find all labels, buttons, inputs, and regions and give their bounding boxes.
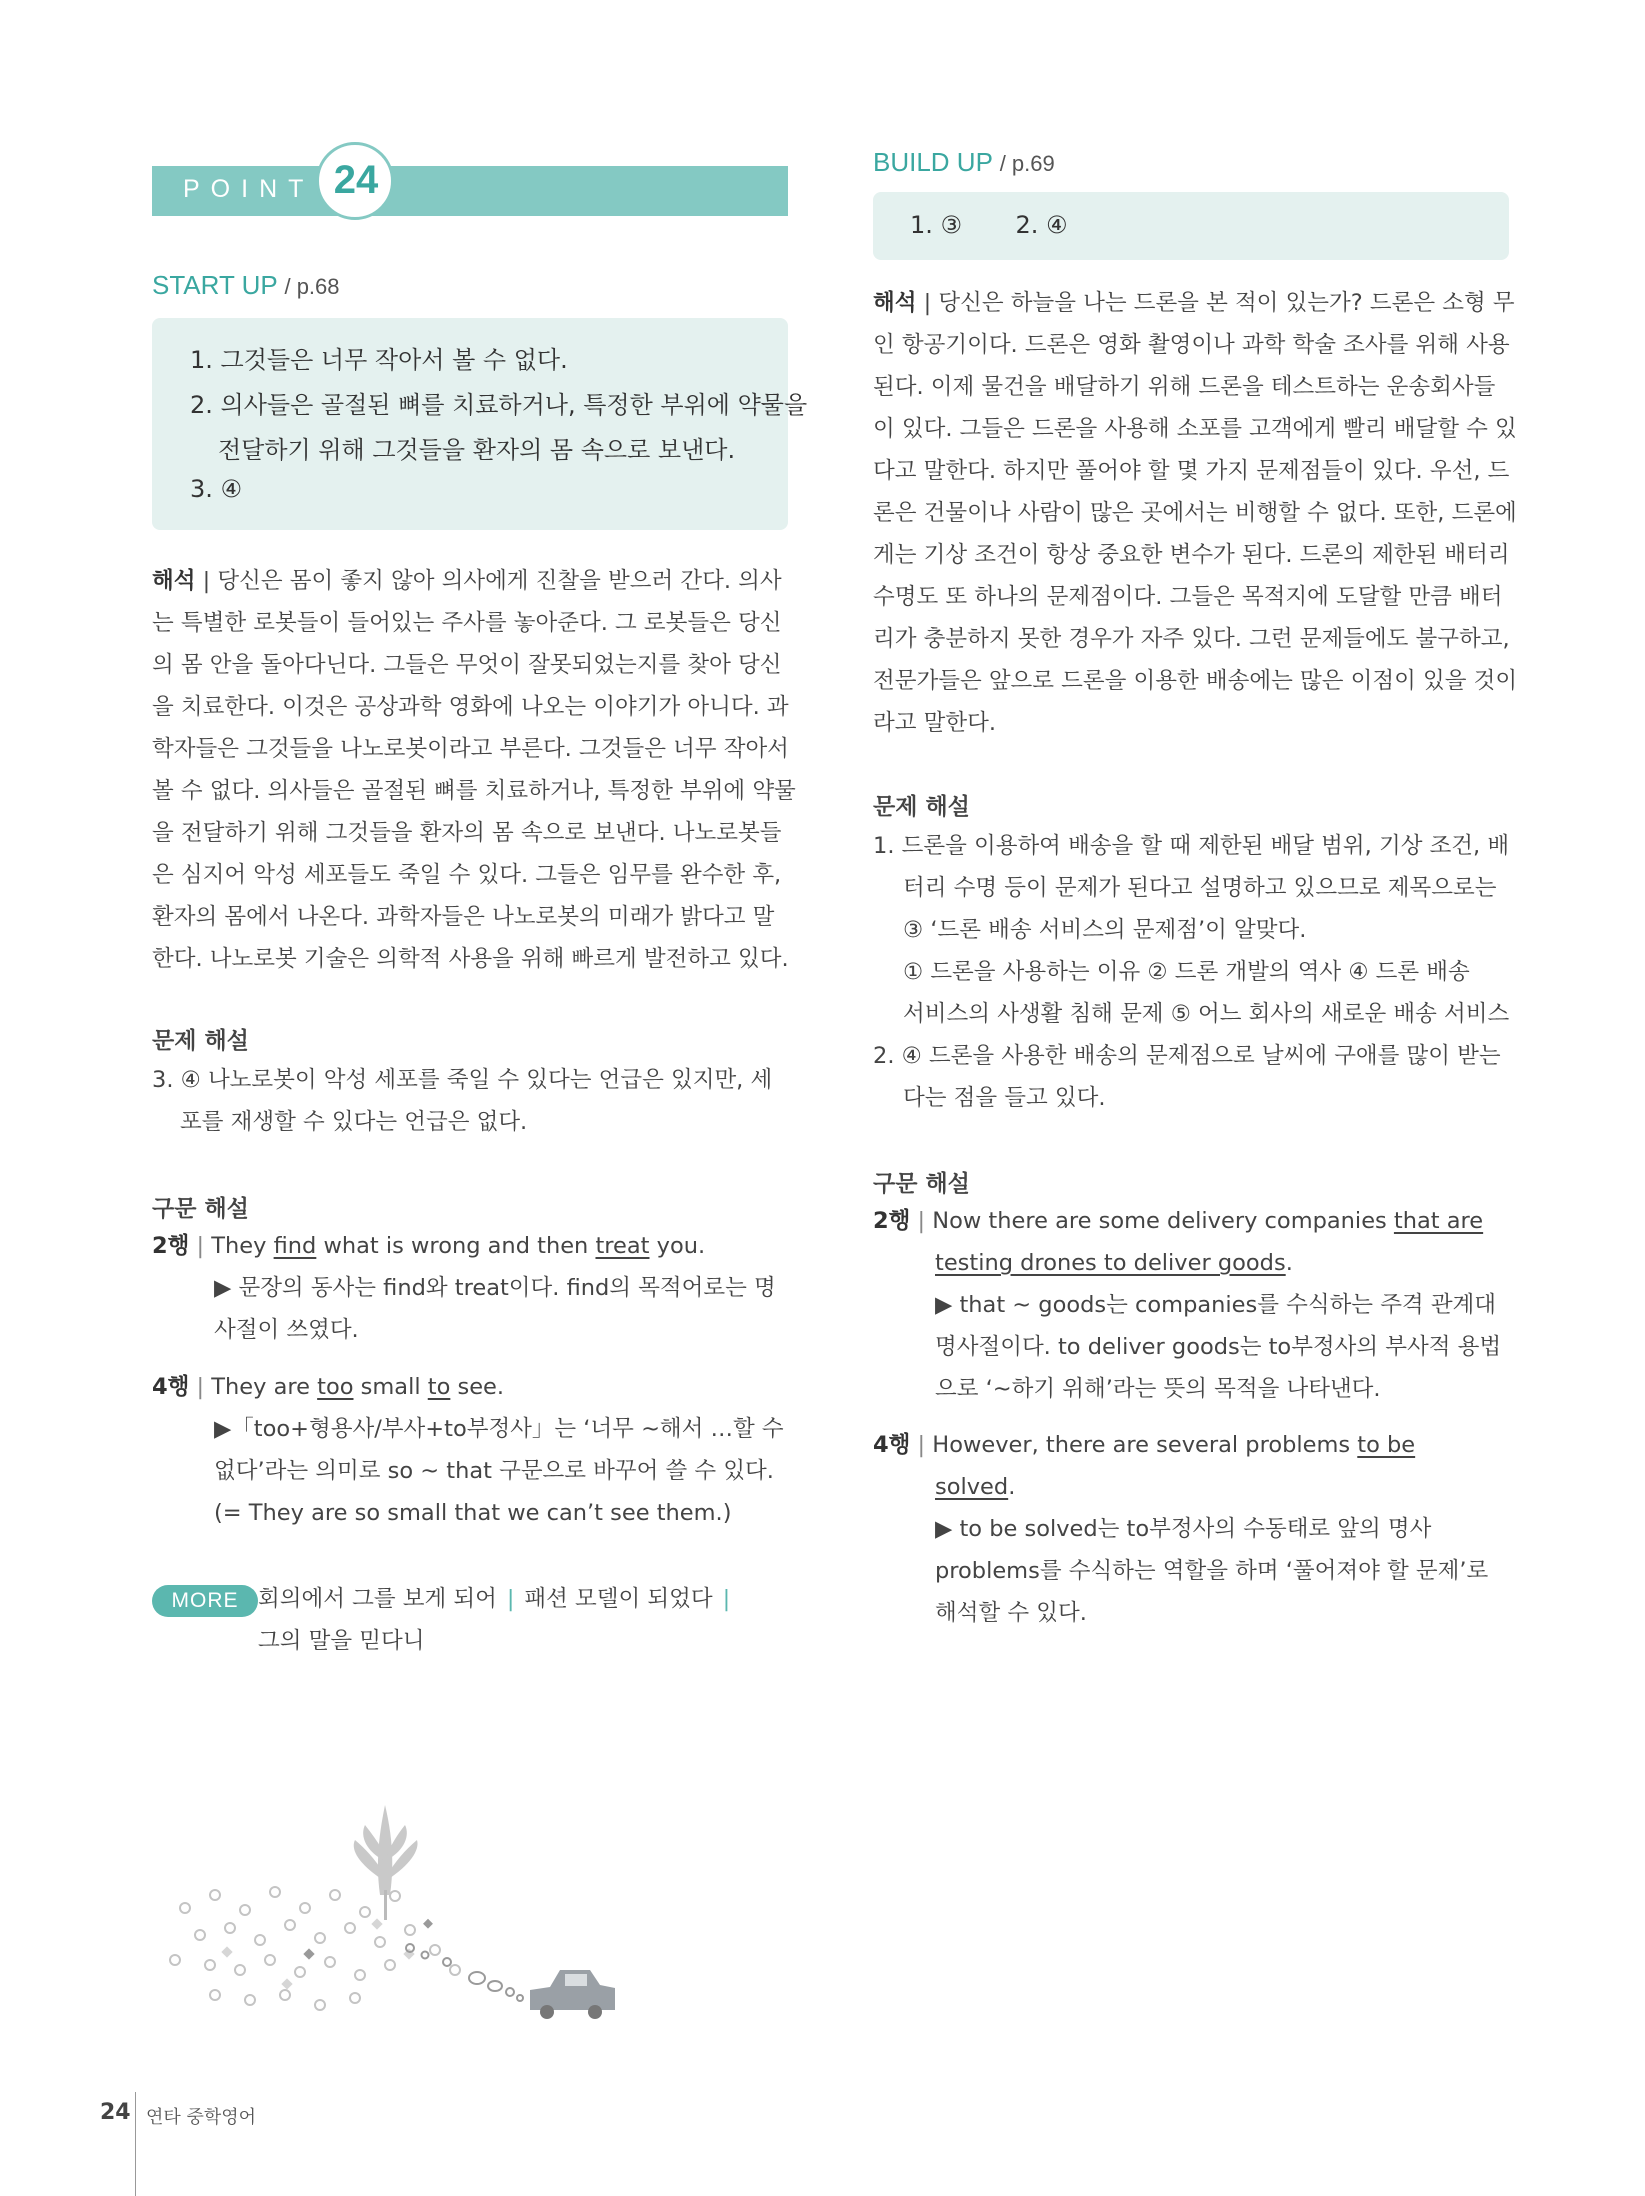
right-translation-line: 게는 기상 조건이 항상 중요한 변수가 된다. 드론의 제한된 배터리 xyxy=(873,542,1510,568)
syntax-note: 명사절이다. to deliver goods는 to부정사의 부사적 용법 xyxy=(935,1334,1502,1360)
point-number: 24 xyxy=(333,158,379,202)
syntax-text: They are xyxy=(211,1374,318,1400)
left-translation-line: 의 몸 안을 돌아다닌다. 그들은 무엇이 잘못되었는지를 찾아 당신 xyxy=(152,652,782,678)
syntax-text: what is wrong and then xyxy=(316,1233,596,1259)
right-syntax-item-1: 2행 | Now there are some delivery companies that are testing drones to deliver goods. ▶ that ~ goods는 companies를 수식하는 주격 관계대 명사절이다. to deliver goods는 to부정사의 부사적 용법 으로 ‘~하기 위해’라는 뜻의 목적을 나타낸다. xyxy=(873,1200,1513,1410)
footer-divider xyxy=(135,2092,136,2196)
more-answer-3: 그의 말을 믿다니 xyxy=(258,1628,425,1654)
start-answer-3: 3. ④ xyxy=(190,475,243,503)
syntax-note: ▶ to be solved는 to부정사의 수동태로 앞의 명사 xyxy=(935,1516,1432,1542)
more-answers xyxy=(258,1578,798,1662)
syntax-note: 사절이 쓰였다. xyxy=(214,1317,359,1343)
syntax-text: see. xyxy=(450,1374,505,1400)
right-problem-line: 2. ④ 드론을 사용한 배송의 문제점으로 날씨에 구애를 많이 받는 xyxy=(873,1043,1501,1069)
left-translation-label: 해석 xyxy=(152,568,196,594)
syntax-text: However, there are several problems xyxy=(932,1432,1358,1458)
start-answer-2-cont: 전달하기 위해 그것들을 환자의 몸 속으로 보낸다. xyxy=(218,436,736,464)
syntax-note: 으로 ‘~하기 위해’라는 뜻의 목적을 나타낸다. xyxy=(935,1376,1381,1402)
row-label: 4행 xyxy=(873,1432,911,1458)
build-up-page: / p.69 xyxy=(999,151,1055,176)
left-syntax-item-1: 2행 | They find what is wrong and then treat you. ▶ 문장의 동사는 find와 treat이다. find의 목적어로는 명 사절이 쓰였다. xyxy=(152,1225,792,1351)
right-problem-line: 다는 점을 들고 있다. xyxy=(903,1085,1106,1111)
syntax-note: 없다’라는 의미로 so ~ that 구문으로 바꾸어 쓸 수 있다. xyxy=(214,1458,774,1484)
left-problem-heading: 문제 해설 xyxy=(152,1028,249,1054)
left-translation-line: 을 전달하기 위해 그것들을 환자의 몸 속으로 보낸다. 나노로봇들 xyxy=(152,820,782,846)
right-translation-line: 인 항공기이다. 드론은 영화 촬영이나 과학 학술 조사를 위해 사용 xyxy=(873,332,1510,358)
right-problem-line: ① 드론을 사용하는 이유 ② 드론 개발의 역사 ④ 드론 배송 xyxy=(903,959,1470,985)
syntax-underlined: testing drones to deliver goods xyxy=(935,1250,1286,1276)
right-translation-line: 리가 충분하지 못한 경우가 자주 있다. 그런 문제들에도 불구하고, xyxy=(873,626,1510,652)
right-problem xyxy=(873,825,1513,1119)
syntax-text: Now there are some delivery companies xyxy=(932,1208,1394,1234)
syntax-note: ▶ 문장의 동사는 find와 treat이다. find의 목적어로는 명 xyxy=(214,1275,776,1301)
syntax-text: small xyxy=(353,1374,428,1400)
left-translation-line: 환자의 몸에서 나온다. 과학자들은 나노로봇의 미래가 밝다고 말 xyxy=(152,904,775,930)
syntax-underlined: that are xyxy=(1393,1208,1484,1234)
start-up-heading xyxy=(152,270,340,301)
right-syntax-heading: 구문 해설 xyxy=(873,1171,970,1197)
syntax-text: They xyxy=(211,1233,274,1259)
separator: | xyxy=(506,1586,515,1612)
build-up-answers: 1. ③ 2. ④ xyxy=(910,211,1068,239)
start-up-page: / p.68 xyxy=(284,274,340,299)
more-answer-2: 패션 모델이 되었다 xyxy=(524,1586,713,1612)
right-translation-line: 된다. 이제 물건을 배달하기 위해 드론을 테스트하는 운송회사들 xyxy=(873,374,1496,400)
decorative-illustration xyxy=(155,1800,635,2030)
book-title: 연타 중학영어 xyxy=(146,2107,257,2128)
left-translation xyxy=(152,560,796,980)
right-problem-heading: 문제 해설 xyxy=(873,794,970,820)
row-label: 4행 xyxy=(152,1374,190,1400)
right-syntax-item-2: 4행 | However, there are several problems to be solved. ▶ to be solved는 to부정사의 수동태로 앞의 명사 problems를 수식하는 역할을 하며 ‘풀어져야 할 문제’로 해석할 수 있다. xyxy=(873,1424,1513,1634)
more-answer-1: 회의에서 그를 보게 되어 xyxy=(258,1586,497,1612)
right-translation xyxy=(873,282,1518,744)
left-syntax-heading: 구문 해설 xyxy=(152,1196,249,1222)
syntax-underlined: treat xyxy=(595,1233,650,1259)
left-translation-line: 는 특별한 로봇들이 들어있는 주사를 놓아준다. 그 로봇들은 당신 xyxy=(152,610,782,636)
right-translation-line: 라고 말한다. xyxy=(873,710,996,736)
build-up-title: BUILD UP xyxy=(873,147,993,177)
right-translation-line: 전문가들은 앞으로 드론을 이용한 배송에는 많은 이점이 있을 것이 xyxy=(873,668,1518,694)
syntax-underlined: to be xyxy=(1357,1432,1416,1458)
more-badge: MORE xyxy=(152,1585,258,1617)
right-problem-line: 터리 수명 등이 문제가 된다고 설명하고 있으므로 제목으로는 xyxy=(903,875,1497,901)
syntax-underlined: too xyxy=(317,1374,354,1400)
left-translation-line: 은 심지어 악성 세포들도 죽일 수 있다. 그들은 임무를 완수한 후, xyxy=(152,862,782,888)
right-problem-line: 서비스의 사생활 침해 문제 ⑤ 어느 회사의 새로운 배송 서비스 xyxy=(903,1001,1510,1027)
syntax-note: 해석할 수 있다. xyxy=(935,1600,1087,1626)
right-translation-line: 론은 건물이나 사람이 많은 곳에서는 비행할 수 없다. 또한, 드론에 xyxy=(873,500,1517,526)
right-translation-line: | 당신은 하늘을 나는 드론을 본 적이 있는가? 드론은 소형 무 xyxy=(916,290,1515,316)
right-problem-line: 1. 드론을 이용하여 배송을 할 때 제한된 배달 범위, 기상 조건, 배 xyxy=(873,833,1510,859)
syntax-note: (= They are so small that we can’t see them.) xyxy=(214,1500,732,1526)
right-translation-line: 다고 말한다. 하지만 풀어야 할 몇 가지 문제점들이 있다. 우선, 드 xyxy=(873,458,1510,484)
row-label: 2행 xyxy=(873,1208,911,1234)
start-up-title: START UP xyxy=(152,270,278,300)
syntax-text: . xyxy=(1008,1474,1016,1500)
syntax-text: you. xyxy=(649,1233,706,1259)
row-label: 2행 xyxy=(152,1233,190,1259)
left-translation-line: 학자들은 그것들을 나노로봇이라고 부른다. 그것들은 너무 작아서 xyxy=(152,736,789,762)
syntax-note: ▶ that ~ goods는 companies를 수식하는 주격 관계대 xyxy=(935,1292,1497,1318)
point-label: POINT xyxy=(183,175,315,203)
page-number: 24 xyxy=(100,2100,131,2125)
left-problem-line: 3. ④ 나노로봇이 악성 세포를 죽일 수 있다는 언급은 있지만, 세 xyxy=(152,1067,773,1093)
left-problem-line: 포를 재생할 수 있다는 언급은 없다. xyxy=(180,1109,528,1135)
syntax-underlined: solved xyxy=(935,1474,1009,1500)
right-translation-label: 해석 xyxy=(873,290,917,316)
syntax-text: . xyxy=(1285,1250,1293,1276)
left-translation-line: 을 치료한다. 이것은 공상과학 영화에 나오는 이야기가 아니다. 과 xyxy=(152,694,789,720)
syntax-underlined: find xyxy=(273,1233,317,1259)
build-up-heading xyxy=(873,147,1055,178)
syntax-note: ▶「too+형용사/부사+to부정사」는 ‘너무 ~해서 …할 수 xyxy=(214,1416,784,1442)
start-answer-2: 2. 의사들은 골절된 뼈를 치료하거나, 특정한 부위에 약물을 xyxy=(190,391,808,419)
right-translation-line: 수명도 또 하나의 문제점이다. 그들은 목적지에 도달할 만큼 배터 xyxy=(873,584,1503,610)
syntax-note: problems를 수식하는 역할을 하며 ‘풀어져야 할 문제’로 xyxy=(935,1558,1489,1584)
left-problem xyxy=(152,1059,792,1143)
right-translation-line: 이 있다. 그들은 드론을 사용해 소포를 고객에게 빨리 배달할 수 있 xyxy=(873,416,1517,442)
separator: | xyxy=(722,1586,731,1612)
left-translation-line: | 당신은 몸이 좋지 않아 의사에게 진찰을 받으러 간다. 의사 xyxy=(195,568,782,594)
left-translation-line: 볼 수 없다. 의사들은 골절된 뼈를 치료하거나, 특정한 부위에 약물 xyxy=(152,778,796,804)
left-syntax-item-2: 4행 | They are too small to see. ▶「too+형용사/부사+to부정사」는 ‘너무 ~해서 …할 수 없다’라는 의미로 so ~ that 구문으로 바꾸어 쓸 수 있다. (= They are so small that we can’t see them.) xyxy=(152,1366,792,1534)
syntax-underlined: to xyxy=(427,1374,451,1400)
start-answer-1: 1. 그것들은 너무 작아서 볼 수 없다. xyxy=(190,346,568,374)
right-problem-line: ③ ‘드론 배송 서비스의 문제점’이 알맞다. xyxy=(903,917,1307,943)
left-translation-line: 한다. 나노로봇 기술은 의학적 사용을 위해 빠르게 발전하고 있다. xyxy=(152,946,789,972)
